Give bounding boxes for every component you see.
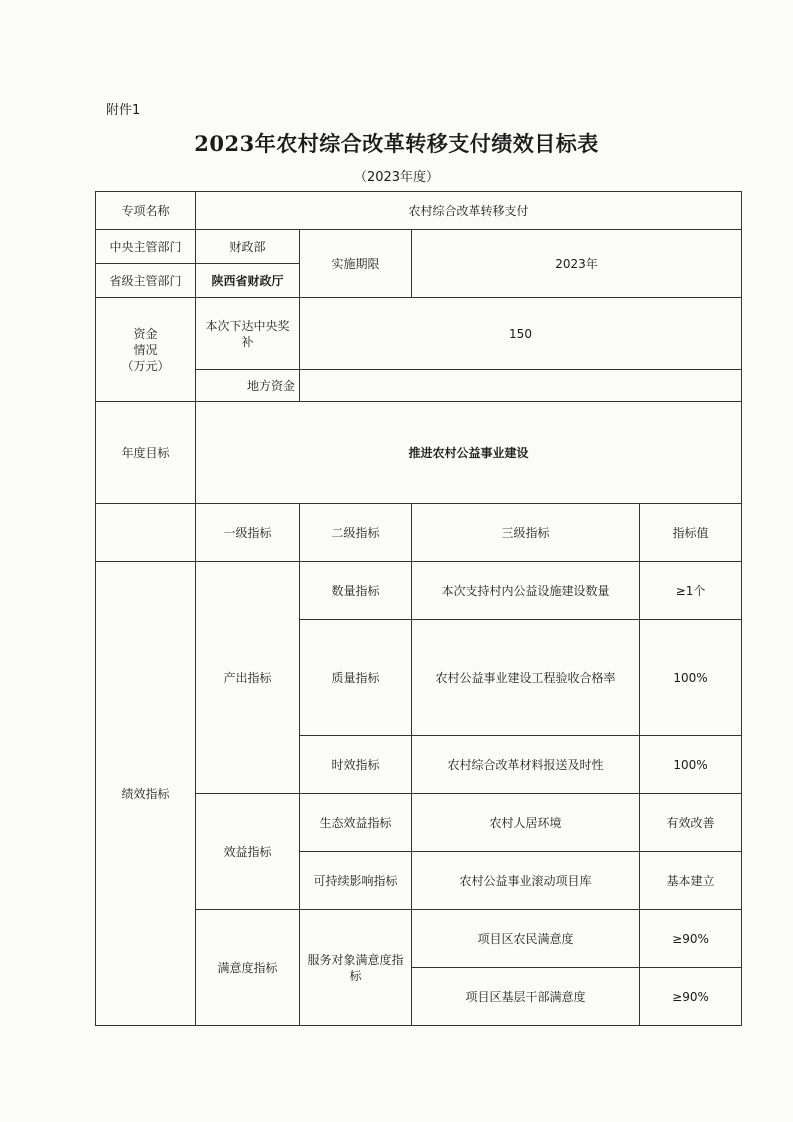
level3-cell: 项目区农民满意度 [412, 910, 640, 968]
level3-cell: 项目区基层干部满意度 [412, 968, 640, 1026]
local-funds-value [300, 370, 742, 402]
annual-goal-row [96, 402, 742, 504]
central-dept-value: 财政部 [196, 230, 300, 264]
page-title: 2023年农村综合改革转移支付绩效目标表 [194, 131, 599, 156]
satisfaction-indicator-label: 满意度指标 [196, 910, 300, 1026]
local-funds-label: 地方资金 [196, 370, 300, 402]
project-name-row [96, 192, 742, 230]
value-cell: 基本建立 [640, 852, 742, 910]
output-indicator-label: 产出指标 [196, 562, 300, 794]
value-cell: ≥90% [640, 968, 742, 1026]
value-cell: 100% [640, 620, 742, 736]
level2-cell: 质量指标 [300, 620, 412, 736]
level3-cell: 农村人居环境 [412, 794, 640, 852]
benefit-indicator-label: 效益指标 [196, 794, 300, 910]
period-label: 实施期限 [300, 230, 412, 298]
project-name-value: 农村综合改革转移支付 [196, 192, 742, 230]
provincial-dept-label: 省级主管部门 [96, 264, 196, 298]
header-value: 指标值 [640, 504, 742, 562]
central-award-label: 本次下达中央奖补 [196, 298, 300, 370]
level2-cell: 时效指标 [300, 736, 412, 794]
level2-cell: 可持续影响指标 [300, 852, 412, 910]
value-cell: ≥1个 [640, 562, 742, 620]
header-level1: 一级指标 [196, 504, 300, 562]
header-level3: 三级指标 [412, 504, 640, 562]
level3-cell: 农村综合改革材料报送及时性 [412, 736, 640, 794]
header-level2: 二级指标 [300, 504, 412, 562]
level3-cell: 农村公益事业滚动项目库 [412, 852, 640, 910]
value-cell: ≥90% [640, 910, 742, 968]
level3-cell: 农村公益事业建设工程验收合格率 [412, 620, 640, 736]
funds-label-line-1: 资金 [133, 326, 158, 341]
annual-goal-value: 推进农村公益事业建设 [196, 402, 742, 504]
level2-cell: 生态效益指标 [300, 794, 412, 852]
level3-cell: 本次支持村内公益设施建设数量 [412, 562, 640, 620]
indicator-header-row [96, 504, 742, 562]
period-value: 2023年 [412, 230, 742, 298]
page-subtitle: （2023年度） [353, 170, 440, 185]
central-dept-label: 中央主管部门 [96, 230, 196, 264]
funds-label-line-3: （万元） [121, 358, 170, 373]
level2-cell: 服务对象满意度指标 [300, 910, 412, 1026]
central-award-row [96, 298, 742, 370]
provincial-dept-value: 陕西省财政厅 [196, 264, 300, 298]
value-cell: 有效改善 [640, 794, 742, 852]
funds-label [96, 298, 196, 402]
project-name-label: 专项名称 [96, 192, 196, 230]
header-blank [96, 504, 196, 562]
performance-category: 绩效指标 [96, 562, 196, 1026]
performance-table [95, 191, 742, 1026]
table-row [96, 562, 742, 620]
value-cell: 100% [640, 736, 742, 794]
central-dept-row [96, 230, 742, 264]
central-award-value: 150 [300, 298, 742, 370]
level2-cell: 数量指标 [300, 562, 412, 620]
funds-label-line-2: 情况 [133, 342, 158, 357]
attachment-label: 附件1 [106, 103, 141, 118]
annual-goal-label: 年度目标 [96, 402, 196, 504]
